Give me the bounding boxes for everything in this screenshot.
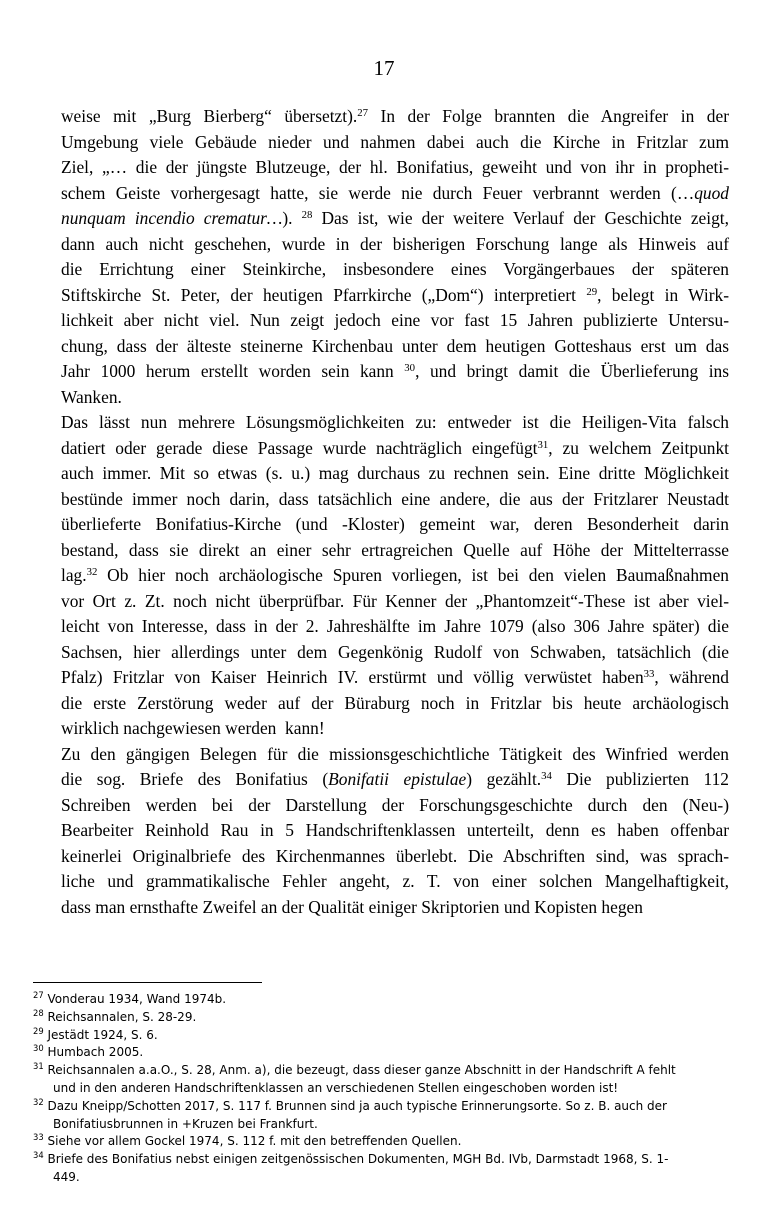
italic-text: nunquam incendio crematur… [61, 208, 283, 228]
text-run: Umgebung viele Gebäude nieder und nahmen dabei auch die Kirche in Fritzlar zum [61, 131, 729, 152]
footnote-line [33, 1044, 733, 1062]
paragraph [61, 410, 729, 742]
italic-text: quod [694, 182, 729, 203]
text-run: Pfalz) Fritzlar von Kaiser Heinrich IV. erstürmt und völlig verwüstet haben [61, 667, 644, 687]
text-run: , zu welchem Zeitpunkt [548, 437, 729, 458]
text-line [61, 793, 729, 819]
text-run: Ob hier noch archäologische Spuren vorliegen, ist bei den vielen Baumaßnahmen [97, 565, 729, 585]
text-line [61, 130, 729, 156]
text-run: Das ist, wie der weitere Verlauf der Geschichte zeigt, [312, 208, 729, 228]
text-line [61, 283, 729, 309]
text-run: lag. [61, 565, 87, 585]
footnote-number: 28 [33, 1007, 44, 1018]
text-run: die sog. Briefe des Bonifatius ( [61, 769, 329, 789]
text-run: bestand, dass sie direkt an einer sehr ertragreichen Quelle auf Höhe der Mittelterrasse [61, 539, 729, 560]
text-run: die Errichtung einer Steinkirche, insbesondere eines Vorgängerbaues der späteren [61, 259, 729, 279]
footnote-line [33, 1009, 733, 1027]
text-run: auch immer. Mit so etwas (s. u.) mag durchaus zu rechnen sein. Eine dritte Möglichkeit [61, 463, 729, 483]
body-text [61, 104, 729, 920]
footnote [33, 1098, 733, 1134]
footnote-text: Reichsannalen, S. 28-29. [47, 1009, 197, 1024]
footnote [33, 1027, 733, 1045]
footnote [33, 1044, 733, 1062]
text-run: Schreiben werden bei der Darstellung der Forschungsgeschichte durch den (Neu-) [61, 794, 729, 815]
footnote-line [33, 1116, 733, 1134]
text-run: weise mit „Burg Bierberg“ übersetzt). [61, 106, 358, 126]
footnote-ref: 29 [586, 285, 598, 298]
footnote-ref: 31 [537, 438, 549, 451]
text-line [61, 155, 729, 181]
footnote [33, 1151, 733, 1187]
text-line [61, 691, 729, 717]
footnotes [33, 991, 733, 1187]
text-line [61, 844, 729, 870]
footnote-number: 34 [33, 1150, 44, 1161]
footnote [33, 991, 733, 1009]
footnote-ref: 32 [86, 566, 98, 579]
footnote-line [33, 991, 733, 1009]
text-line [61, 589, 729, 615]
text-run: Jahr 1000 herum erstellt worden sein kann [61, 361, 405, 381]
text-run: Stiftskirche St. Peter, der heutigen Pfarrkirche („Dom“) interpretiert [61, 284, 587, 305]
text-line [61, 359, 729, 385]
footnote-ref: 30 [404, 362, 416, 375]
footnote-text: Jestädt 1924, S. 6. [47, 1027, 158, 1042]
footnote-ref: 27 [357, 107, 369, 120]
text-run: Sachsen, hier allerdings unter dem Gegenkönig Rudolf von Schwaben, tatsächlich (die [61, 641, 729, 662]
text-run: In der Folge brannten die Angreifer in der [368, 106, 729, 126]
text-run: dass man ernsthafte Zweifel an der Qualität einiger Skriptorien und Kopisten hegen [61, 896, 643, 917]
text-line [61, 742, 729, 768]
text-run: datiert oder gerade diese Passage wurde nachträglich eingefügt [61, 437, 538, 458]
footnote-text: Vonderau 1934, Wand 1974b. [47, 992, 227, 1006]
text-line [61, 257, 729, 283]
footnote-line [33, 1098, 733, 1116]
text-line [61, 181, 729, 207]
text-line [61, 308, 729, 334]
text-line [61, 665, 729, 691]
text-run: , belegt in Wirk- [597, 284, 729, 305]
footnote-line [33, 1133, 733, 1151]
footnote-line [33, 1027, 733, 1045]
footnote-line [33, 1062, 733, 1080]
footnote-line [33, 1169, 733, 1187]
text-line [61, 232, 729, 258]
text-run: Die publizierten 112 [551, 769, 729, 789]
footnote-number: 29 [33, 1025, 44, 1036]
text-line [61, 818, 729, 844]
footnote-line [33, 1151, 733, 1169]
footnote-text: 449. [53, 1169, 80, 1184]
footnote-text: Humbach 2005. [47, 1045, 144, 1060]
text-line [61, 487, 729, 513]
text-run: ) gezählt. [466, 769, 542, 789]
footnote-number: 30 [33, 1043, 44, 1054]
text-run: dann auch nicht geschehen, wurde in der bisherigen Forschung lange als Hinweis auf [61, 233, 729, 254]
footnote-ref: 28 [301, 209, 313, 222]
text-run: chung, dass der älteste steinerne Kirchenbau unter dem heutigen Gotteshaus erst um das [61, 335, 729, 356]
text-run: die erste Zerstörung weder auf der Büraburg noch in Fritzlar bis heute archäologisch [61, 692, 729, 713]
footnote-ref: 33 [643, 668, 655, 681]
text-run: lichkeit aber nicht viel. Nun zeigt jedoch eine vor fast 15 Jahren publizierte Untersu- [61, 310, 729, 330]
footnote-separator [33, 982, 262, 983]
footnote [33, 1009, 733, 1027]
footnote-ref: 34 [541, 770, 552, 783]
page-number: 17 [373, 56, 395, 80]
text-line [61, 614, 729, 640]
text-line [61, 512, 729, 538]
text-run: , und bringt damit die Überlieferung ins [415, 361, 729, 381]
text-line [61, 410, 729, 436]
text-line [61, 895, 729, 921]
text-run: , während [654, 667, 729, 687]
paragraph [61, 104, 729, 410]
footnote-text: und in den anderen Handschriftenklassen an verschiedenen Stellen eingeschoben worden ist! [53, 1080, 619, 1095]
text-run: liche und grammatikalische Fehler angeht, z. T. von einer solchen Mangelhaftigkeit, [61, 871, 729, 891]
footnote [33, 1062, 733, 1098]
text-line [61, 334, 729, 360]
text-line [61, 640, 729, 666]
footnote-text: Siehe vor allem Gockel 1974, S. 112 f. mit den betreffenden Quellen. [47, 1134, 462, 1149]
text-run: Zu den gängigen Belegen für die missionsgeschichtliche Tätigkeit des Winfried werden [61, 743, 729, 764]
text-run: keinerlei Originalbriefe des Kirchenmannes überlebt. Die Abschriften sind, was sprach- [61, 845, 729, 866]
text-line [61, 385, 729, 411]
footnote [33, 1133, 733, 1151]
footnote-text: Reichsannalen a.a.O., S. 28, Anm. a), die bezeugt, dass dieser ganze Abschnitt in der Handschrift A fehlt [47, 1063, 676, 1078]
text-run: bestünde immer noch darin, dass tatsächlich eine andere, die aus der Fritzlarer Neustadt [61, 488, 729, 509]
footnote-number: 33 [33, 1132, 44, 1143]
text-line [61, 869, 729, 895]
footnote-number: 31 [33, 1061, 44, 1072]
text-line [61, 767, 729, 793]
text-run: Bearbeiter Reinhold Rau in 5 Handschriftenklassen unterteilt, denn es haben offenbar [61, 820, 729, 840]
footnote-text: Bonifatiusbrunnen in +Kruzen bei Frankfurt. [53, 1116, 318, 1131]
text-line [61, 538, 729, 564]
footnote-line [33, 1080, 733, 1098]
text-run: Wanken. [61, 386, 122, 407]
text-line [61, 206, 729, 232]
footnote-text: Briefe des Bonifatius nebst einigen zeitgenössischen Dokumenten, MGH Bd. IVb, Darmstadt 1968, S. 1- [47, 1152, 669, 1167]
text-run: schem Geiste vorhergesagt hatte, sie werde nie durch Feuer verbrannt werden (… [61, 182, 695, 203]
footnote-text: Dazu Kneipp/Schotten 2017, S. 117 f. Brunnen sind ja auch typische Erinnerungsorte. So z. B. auch der [47, 1098, 667, 1113]
text-run: Ziel, „… die der jüngste Blutzeuge, der hl. Bonifatius, geweiht und von ihr in propheti- [61, 157, 729, 177]
footnote-number: 32 [33, 1096, 44, 1107]
text-run: vor Ort z. Zt. noch nicht überprüfbar. Für Kenner der „Phantomzeit“-These ist aber viel- [61, 590, 729, 611]
italic-text: Bonifatii epistulae [328, 769, 467, 789]
text-line [61, 436, 729, 462]
text-run: wirklich nachgewiesen werden kann! [61, 718, 325, 738]
text-line [61, 104, 729, 130]
paragraph [61, 742, 729, 921]
text-run: ). [282, 208, 302, 228]
footnote-number: 27 [33, 989, 44, 1000]
text-run: überlieferte Bonifatius-Kirche (und -Kloster) gemeint war, deren Besonderheit darin [61, 514, 729, 534]
text-run: Das lässt nun mehrere Lösungsmöglichkeiten zu: entweder ist die Heiligen-Vita falsch [61, 412, 729, 432]
text-line [61, 563, 729, 589]
text-line [61, 716, 729, 742]
text-run: leicht von Interesse, dass in der 2. Jahreshälfte im Jahre 1079 (also 306 Jahre später) die [61, 616, 729, 636]
text-line [61, 461, 729, 487]
